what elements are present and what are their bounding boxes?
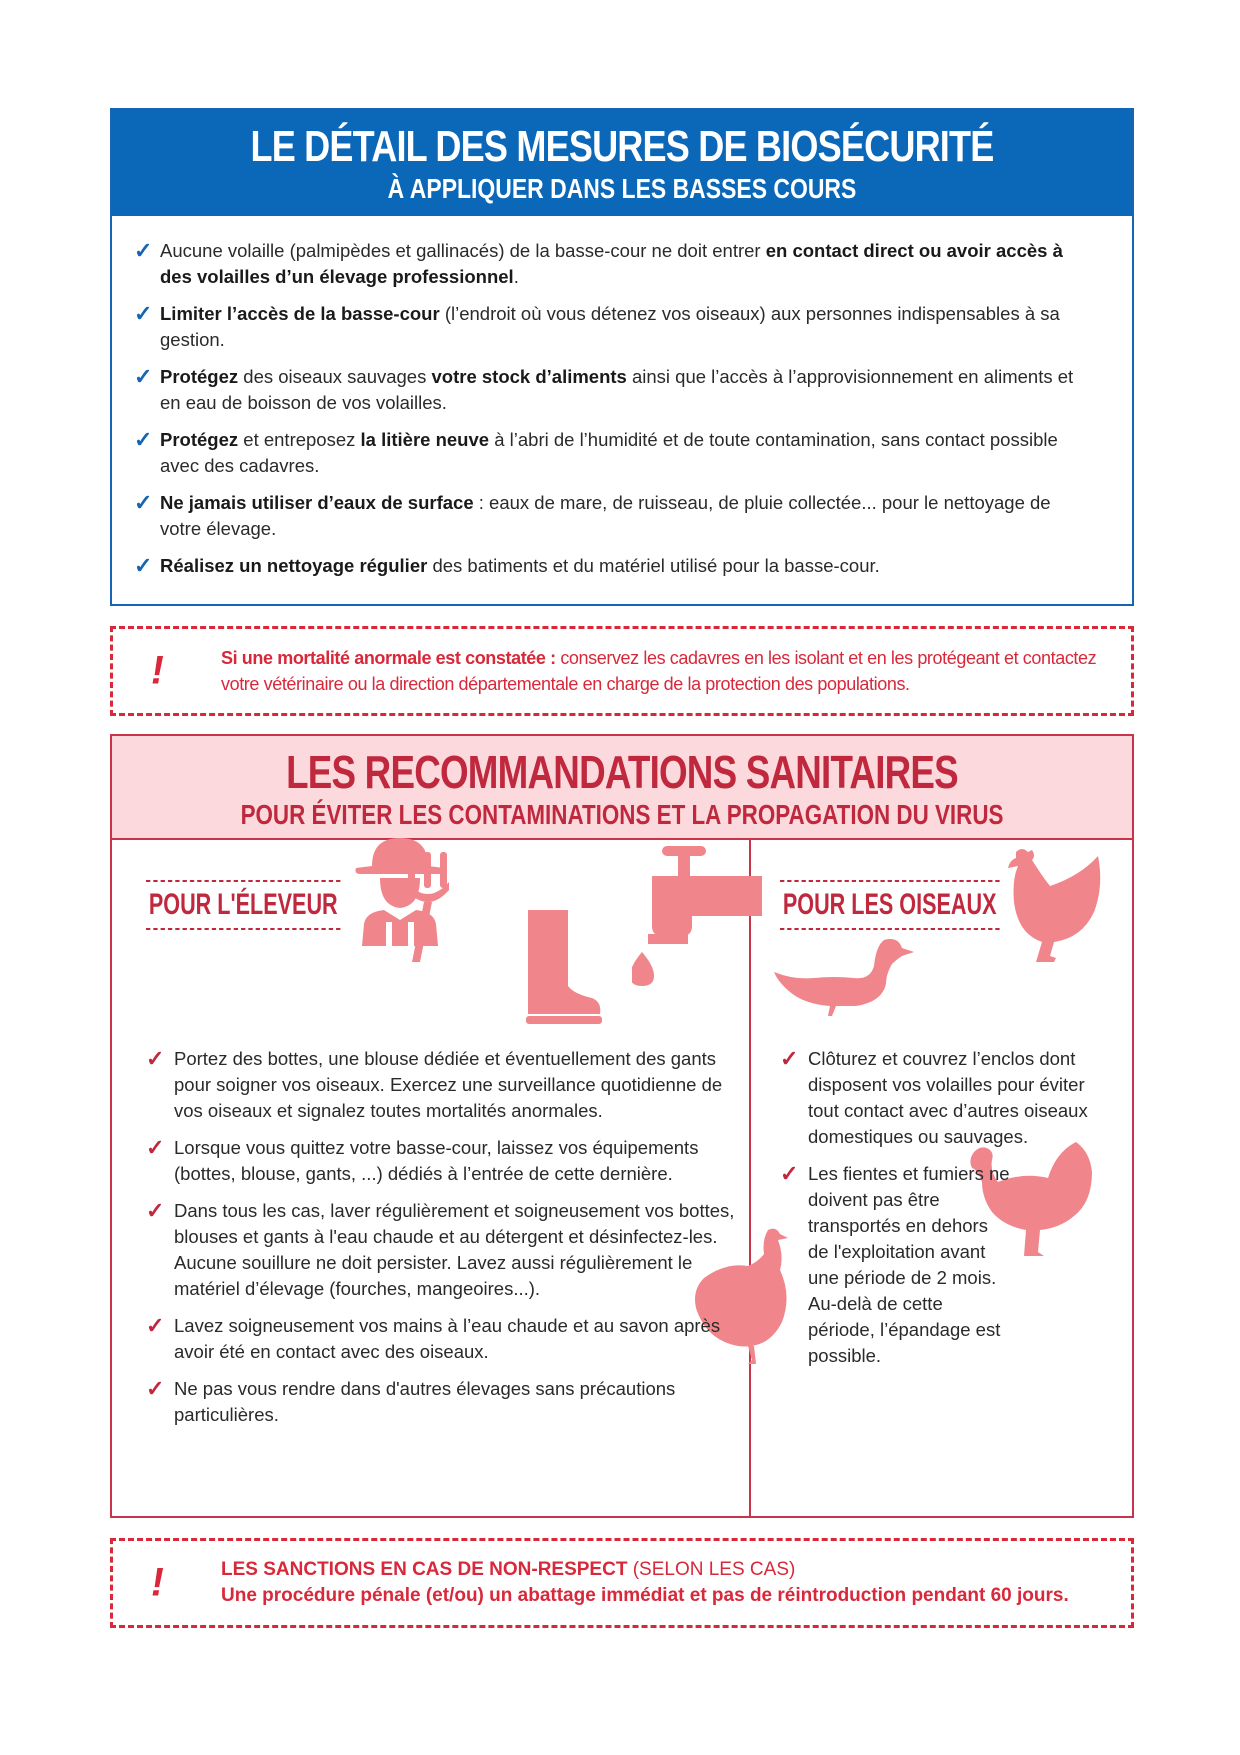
- check-icon: ✓: [146, 1046, 165, 1071]
- recommendations-subtitle: POUR ÉVITER LES CONTAMINATIONS ET LA PROPAGATION DU VIRUS: [240, 799, 1004, 830]
- sanctions-alert: [110, 1538, 1134, 1628]
- list-item: ✓ Limiter l’accès de la basse-cour (l’endroit où vous détenez vos oiseaux) aux personnes indispensables à sa gestion.: [134, 301, 1060, 350]
- check-icon: ✓: [780, 1046, 799, 1071]
- check-icon: ✓: [134, 301, 153, 326]
- birds-recommendations-list: [780, 1046, 1110, 1380]
- pitchfork-icon: [398, 852, 458, 962]
- list-item: ✓ Réalisez un nettoyage régulier des batiments et du matériel utilisé pour la basse-cour.: [134, 553, 880, 578]
- recommendations-box: [110, 734, 1134, 1518]
- birds-column-title: POUR LES OISEAUX: [780, 880, 999, 930]
- duck-icon: [774, 936, 914, 1016]
- recommendations-title: LES RECOMMANDATIONS SANITAIRES: [286, 746, 958, 798]
- faucet-icon: [632, 846, 762, 986]
- list-item: ✓ Lorsque vous quittez votre basse-cour, laissez vos équipements (bottes, blouse, gants, ...) dédiés à l’entrée de cette dernière.: [146, 1135, 699, 1184]
- list-item: ✓ Les fientes et fumiers ne doivent pas être transportés en dehors de l'exploitation avant une période de 2 mois. Au-delà de cette période, l’épandage est possible.: [780, 1161, 1010, 1366]
- check-icon: ✓: [134, 238, 153, 263]
- alert-text: Si une mortalité anormale est constatée : conservez les cadavres en les isolant et en les protégeant et contactez votre vétérinaire ou la direction départementale en charge de la protection des populations.: [221, 648, 1097, 694]
- list-item: ✓ Portez des bottes, une blouse dédiée et éventuellement des gants pour soigner vos oiseaux. Exercez une surveillance quotidienne de vos oiseaux et signalez toutes mortalités anormales.: [146, 1046, 723, 1121]
- boot-icon: [522, 906, 602, 1026]
- alert-icon: !: [147, 648, 169, 693]
- list-item: ✓ Protégez et entreposez la litière neuve à l’abri de l’humidité et de toute contamination, sans contact possible avec des cadavres.: [134, 427, 1058, 476]
- check-icon: ✓: [780, 1161, 799, 1186]
- list-item: ✓ Lavez soigneusement vos mains à l’eau chaude et au savon après avoir été en contact avec des oiseaux.: [146, 1313, 721, 1362]
- list-item: ✓ Aucune volaille (palmipèdes et gallinacés) de la basse-cour ne doit entrer en contact direct ou avoir accès à des volailles d’un élevage professionnel.: [134, 238, 1063, 287]
- biosecurity-title: LE DÉTAIL DES MESURES DE BIOSÉCURITÉ: [250, 122, 994, 171]
- alert-icon: !: [147, 1560, 169, 1605]
- biosecurity-header: [112, 110, 1132, 216]
- biosecurity-list: [112, 216, 1132, 579]
- farmer-recommendations-list: [146, 1046, 746, 1439]
- list-item: ✓ Clôturez et couvrez l’enclos dont disposent vos volailles pour éviter tout contact avec d’autres oiseaux domestiques ou sauvages.: [780, 1046, 1088, 1147]
- check-icon: ✓: [134, 364, 153, 389]
- check-icon: ✓: [134, 490, 153, 515]
- hen-icon: [996, 846, 1106, 966]
- check-icon: ✓: [134, 427, 153, 452]
- alert-text: LES SANCTIONS EN CAS DE NON-RESPECT (SELON LES CAS) Une procédure pénale (et/ou) un abattage immédiat et pas de réintroduction pendant 60 jours.: [221, 1559, 1069, 1606]
- list-item: ✓ Ne pas vous rendre dans d'autres élevages sans précautions particulières.: [146, 1376, 676, 1425]
- recommendations-header: [112, 736, 1132, 840]
- list-item: ✓ Protégez des oiseaux sauvages votre stock d’aliments ainsi que l’accès à l’approvisionnement en aliments et en eau de boisson de vos volailles.: [134, 364, 1074, 413]
- biosecurity-box: [110, 108, 1134, 606]
- check-icon: ✓: [134, 553, 153, 578]
- check-icon: ✓: [146, 1198, 165, 1223]
- mortality-alert: [110, 626, 1134, 716]
- list-item: ✓ Ne jamais utiliser d’eaux de surface : eaux de mare, de ruisseau, de pluie collectée... pour le nettoyage de votre élevage.: [134, 490, 1051, 539]
- check-icon: ✓: [146, 1376, 165, 1401]
- check-icon: ✓: [146, 1313, 165, 1338]
- biosecurity-subtitle: À APPLIQUER DANS LES BASSES COURS: [387, 173, 857, 204]
- list-item: ✓ Dans tous les cas, laver régulièrement et soigneusement vos bottes, blouses et gants à l'eau chaude et au détergent et désinfectez-les. Aucune souillure ne doit persister. Lavez aussi régulièrement le matériel d’élevage (fourches, mangeoires...).: [146, 1198, 735, 1299]
- check-icon: ✓: [146, 1135, 165, 1160]
- farmer-column-title: POUR L'ÉLEVEUR: [146, 880, 341, 930]
